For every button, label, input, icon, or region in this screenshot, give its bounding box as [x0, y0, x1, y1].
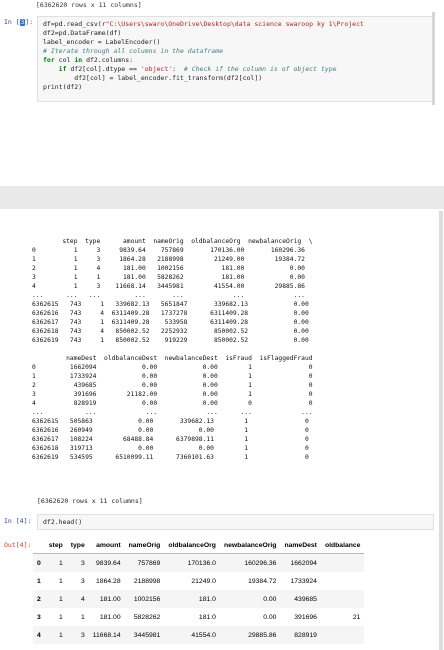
- table-cell: 181.0: [198, 595, 216, 603]
- table-cell: [321, 626, 365, 644]
- code-line-5: [43, 56, 133, 64]
- table-cell: 170136.0: [187, 559, 216, 567]
- table-cell: 1002156: [133, 595, 161, 603]
- table-row: [33, 572, 364, 590]
- table-row: [33, 626, 364, 644]
- column-header: oldbalanceOrg: [164, 537, 220, 554]
- code-line-2: df2=pd.DataFrame(df): [43, 29, 122, 37]
- table-row: [33, 590, 364, 608]
- column-header: [33, 537, 45, 554]
- code-editor-4[interactable]: [37, 514, 434, 530]
- output-prompt-4: Out[4]:: [4, 541, 32, 549]
- input-prompt-4: In [4]:: [4, 517, 32, 525]
- code-line-head: df2.head(): [43, 518, 83, 526]
- table-cell: 828919: [294, 631, 317, 639]
- column-header: amount: [89, 537, 125, 554]
- table-cell: 11668.14: [92, 631, 121, 639]
- code-line-3: label_encoder = LabelEncoder(): [43, 38, 161, 46]
- prompt-number: 3: [20, 19, 25, 26]
- table-cell: 0.00: [263, 613, 277, 621]
- table-header-row: [33, 537, 364, 554]
- table-cell: 0.00: [263, 595, 277, 603]
- code-text: df=pd.read_csv(r: [43, 20, 106, 28]
- table-cell: 21: [352, 613, 361, 621]
- prompt-suffix: ]:: [25, 18, 34, 26]
- column-header: step: [45, 537, 67, 554]
- table-body: [33, 554, 364, 645]
- input-prompt: [4, 18, 33, 26]
- table-cell: 4: [80, 595, 85, 603]
- table-cell: 181.00: [99, 613, 121, 621]
- previous-rows-note: [6362620 rows x 11 columns]: [36, 1, 142, 9]
- table-cell: 29885.86: [248, 631, 277, 639]
- table-cell: 1: [58, 595, 63, 603]
- table-cell: 5828262: [133, 613, 161, 621]
- table-cell: 391696: [294, 613, 317, 621]
- code-editor[interactable]: [37, 16, 434, 102]
- code-string: 'object': [140, 65, 173, 73]
- code-line-8: print(df2): [43, 83, 83, 91]
- table-cell: 1662094: [290, 559, 317, 567]
- column-header: nameDest: [280, 537, 321, 554]
- code-cell-4[interactable]: [0, 514, 444, 534]
- table-cell: 21249.0: [191, 577, 216, 585]
- vertical-scrollbar[interactable]: [439, 211, 443, 650]
- table-cell: 3445981: [133, 631, 161, 639]
- code-line-1: [43, 20, 364, 28]
- table-cell: [321, 590, 365, 608]
- code-comment: # Check if the column is of object type: [183, 65, 337, 73]
- row-index: 2: [37, 595, 41, 603]
- table-row: [33, 608, 364, 626]
- printed-output: [32, 237, 432, 462]
- code-string: "C:\Users\swaro\OneDrive\Desktop\data science swaroop ky 1\Project: [105, 20, 364, 28]
- table-cell: 757869: [137, 559, 161, 567]
- column-header: newbalanceOrig: [220, 537, 281, 554]
- table-cell: 1: [58, 631, 63, 639]
- code-cell-3[interactable]: [0, 12, 444, 105]
- table-cell: 1: [58, 577, 63, 585]
- panel-separator: [0, 186, 444, 209]
- keyword: for: [43, 56, 55, 64]
- printed-dataframe: step type amount nameOrig oldbalanceOrg newbalanceOrig \ 0 1 3 9839.64 757869 170136.00 160296.36 1 1 3 1864.28 2188998 21249.00 19384.72 2 1 4 181.00 1002156 181.00 0.00 3 1 1 181.00 5828262 181.00 0.00 4 1 3 11668.14 3445981 41554.00 29885.86 ... ... ... ... ... ... ... 6362615 743 1 339682.13 5651847 339682.13 0.00 6362616 743 4 6311409.28 1737278 6311409.28 0.00 6362617 743 1 6311409.28 533958 6311409.28 0.00 6362618 743 4 850002.52 2252932 850002.52 0.00 6362619 743 1 850002.52 919229 850002.52 0.00 nameDest oldbalanceDest newbalanceDest isFraud isFlaggedFraud 0 1662094 0.00 0.00 1 0 1 1733924 0.00 0.00 1 0 2 439685 0.00 0.00 1 0 3 391696 21182.00 0.00 1 0 4 828919 0.00 0.00 0 0 ... ... ... ... ... ... 6362615 505863 0.00 339682.13 1 0 6362616 260949 0.00 0.00 1 0 6362617 108224 68488.84 6379898.11 1 0 6362618 319713 0.00 0.00 1 0 6362619 534595 6510099.11 7360101.63 1 0: [32, 238, 313, 461]
- column-header: type: [67, 537, 89, 554]
- table-cell: 3: [80, 577, 85, 585]
- table-cell: 1: [58, 613, 63, 621]
- table-cell: 1733924: [290, 577, 317, 585]
- table-cell: 1864.28: [96, 577, 121, 585]
- table-cell: [321, 554, 365, 573]
- table-cell: [321, 572, 365, 590]
- table-row: [33, 554, 364, 573]
- code-line-7: df2[col] = label_encoder.fit_transform(df2[col]): [43, 74, 263, 82]
- table-cell: 1: [80, 613, 85, 621]
- code-text: :: [172, 65, 184, 73]
- table-cell: 181.0: [198, 613, 216, 621]
- code-text: df2.columns:: [82, 56, 134, 64]
- code-line-6: [43, 65, 337, 73]
- row-index: 4: [37, 631, 41, 639]
- dataframe-head-table: [33, 537, 364, 644]
- table-cell: 3: [80, 631, 85, 639]
- code-line-4: # Iterate through all columns in the dataframe: [43, 47, 224, 55]
- keyword: if: [43, 65, 67, 73]
- column-header: oldbalance: [321, 537, 365, 554]
- rows-columns-note: [6362620 rows x 11 columns]: [37, 497, 143, 505]
- table-cell: 19384.72: [248, 577, 277, 585]
- table-cell: 9839.64: [96, 559, 121, 567]
- table-cell: 3: [80, 559, 85, 567]
- keyword: in: [74, 56, 83, 64]
- table-cell: 1: [58, 559, 63, 567]
- prompt-prefix: In [: [4, 18, 20, 26]
- table-cell: 160296.36: [244, 559, 277, 567]
- code-text: df2[col].dtype ==: [66, 65, 141, 73]
- column-header: nameOrig: [125, 537, 165, 554]
- row-index: 3: [37, 613, 41, 621]
- row-index: 1: [37, 577, 41, 585]
- table-cell: 439685: [294, 595, 317, 603]
- table-cell: 181.00: [99, 595, 121, 603]
- table-cell: 41554.0: [191, 631, 216, 639]
- row-index: 0: [37, 559, 41, 567]
- code-text: col: [54, 56, 75, 64]
- table-cell: 2188998: [133, 577, 161, 585]
- cell-scrollbar[interactable]: [432, 12, 435, 105]
